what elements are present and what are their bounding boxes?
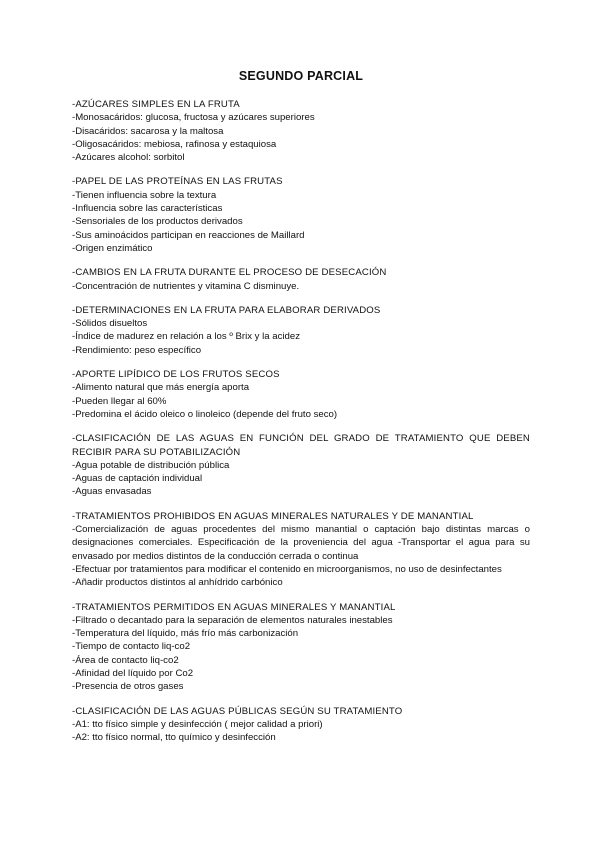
list-item: -Concentración de nutrientes y vitamina C disminuye.: [72, 280, 300, 292]
section-heading: -TRATAMIENTOS PERMITIDOS EN AGUAS MINERALES Y MANANTIAL: [72, 601, 396, 613]
page-title: SEGUNDO PARCIAL: [238, 69, 364, 83]
section-heading: -CLASIFICACIÓN DE LAS AGUAS EN FUNCIÓN DEL GRADO DE TRATAMIENTO QUE DEBEN RECIBIR PARA SU POTABILIZACIÓN: [72, 433, 530, 458]
list-item: -A2: tto físico normal, tto químico y desinfección: [72, 732, 276, 744]
section-desecacion: [72, 266, 530, 293]
list-item: -Influencia sobre las características: [72, 203, 223, 215]
section-aguas-publicas: [72, 705, 530, 745]
list-item: -Comercialización de aguas procedentes del mismo manantial o captación bajo distintas marcas o designaciones comerciales. Especificación de la proveniencia del agua -Transportar el agua para su envasado por medios distintos de la conducción cerrada o continua: [72, 524, 530, 562]
list-item: -Filtrado o decantado para la separación de elementos naturales inestables: [72, 614, 393, 626]
section-tratamientos-prohibidos: [72, 510, 530, 590]
list-item: -Efectuar por tratamientos para modificar el contenido en microorganismos, no uso de desinfectantes: [72, 563, 502, 575]
list-item: -Índice de madurez en relación a los º Brix y la acidez: [72, 331, 301, 343]
section-aporte-lipidico: [72, 368, 530, 421]
list-item: -Presencia de otros gases: [72, 681, 184, 693]
section-clasificacion-aguas: [72, 432, 530, 498]
list-item: -Tiempo de contacto liq-co2: [72, 641, 191, 653]
list-item: -Sólidos disueltos: [72, 318, 148, 330]
section-heading: -AZÚCARES SIMPLES EN LA FRUTA: [72, 99, 240, 110]
document-page: [72, 68, 530, 755]
list-item: -Origen enzimático: [72, 242, 153, 254]
list-item: -Agua potable de distribución pública: [72, 459, 230, 471]
list-item: -Aguas envasadas: [72, 486, 152, 498]
list-item: -Oligosacáridos: mebiosa, rafinosa y estaquiosa: [72, 138, 277, 150]
section-heading: -CAMBIOS EN LA FRUTA DURANTE EL PROCESO DE DESECACIÓN: [72, 267, 387, 279]
section-heading: -CLASIFICACIÓN DE LAS AGUAS PÚBLICAS SEGÚN SU TRATAMIENTO: [72, 705, 403, 717]
section-determinaciones: [72, 304, 530, 357]
list-item: -Sus aminoácidos participan en reacciones de Maillard: [72, 229, 305, 241]
list-item: -A1: tto físico simple y desinfección ( mejor calidad a priori): [72, 718, 323, 730]
section-tratamientos-permitidos: [72, 601, 530, 694]
section-heading: -DETERMINACIONES EN LA FRUTA PARA ELABORAR DERIVADOS: [72, 304, 381, 316]
list-item: -Azúcares alcohol: sorbitol: [72, 152, 185, 164]
list-item: -Predomina el ácido oleico o linoleico (depende del fruto seco): [72, 408, 338, 420]
list-item: -Añadir productos distintos al anhídrido carbónico: [72, 577, 283, 589]
list-item: -Área de contacto liq-co2: [72, 654, 179, 666]
list-item: -Monosacáridos: glucosa, fructosa y azúcares superiores: [72, 112, 315, 124]
list-item: -Disacáridos: sacarosa y la maltosa: [72, 125, 224, 137]
section-heading: -APORTE LIPÍDICO DE LOS FRUTOS SECOS: [72, 369, 280, 381]
list-item: -Alimento natural que más energía aporta: [72, 382, 250, 394]
list-item: -Sensoriales de los productos derivados: [72, 216, 243, 228]
section-heading: -PAPEL DE LAS PROTEÍNAS EN LAS FRUTAS: [72, 176, 283, 188]
list-item: -Rendimiento: peso específico: [72, 344, 202, 356]
section-heading: -TRATAMIENTOS PROHIBIDOS EN AGUAS MINERALES NATURALES Y DE MANANTIAL: [72, 510, 474, 522]
list-item: -Afinidad del líquido por Co2: [72, 667, 194, 679]
list-item: -Temperatura del líquido, más frío más carbonización: [72, 628, 299, 640]
list-item: -Aguas de captación individual: [72, 473, 203, 485]
list-item: -Tienen influencia sobre la textura: [72, 189, 217, 201]
section-azucares: [72, 98, 530, 164]
section-proteinas: [72, 175, 530, 255]
list-item: -Pueden llegar al 60%: [72, 395, 167, 407]
